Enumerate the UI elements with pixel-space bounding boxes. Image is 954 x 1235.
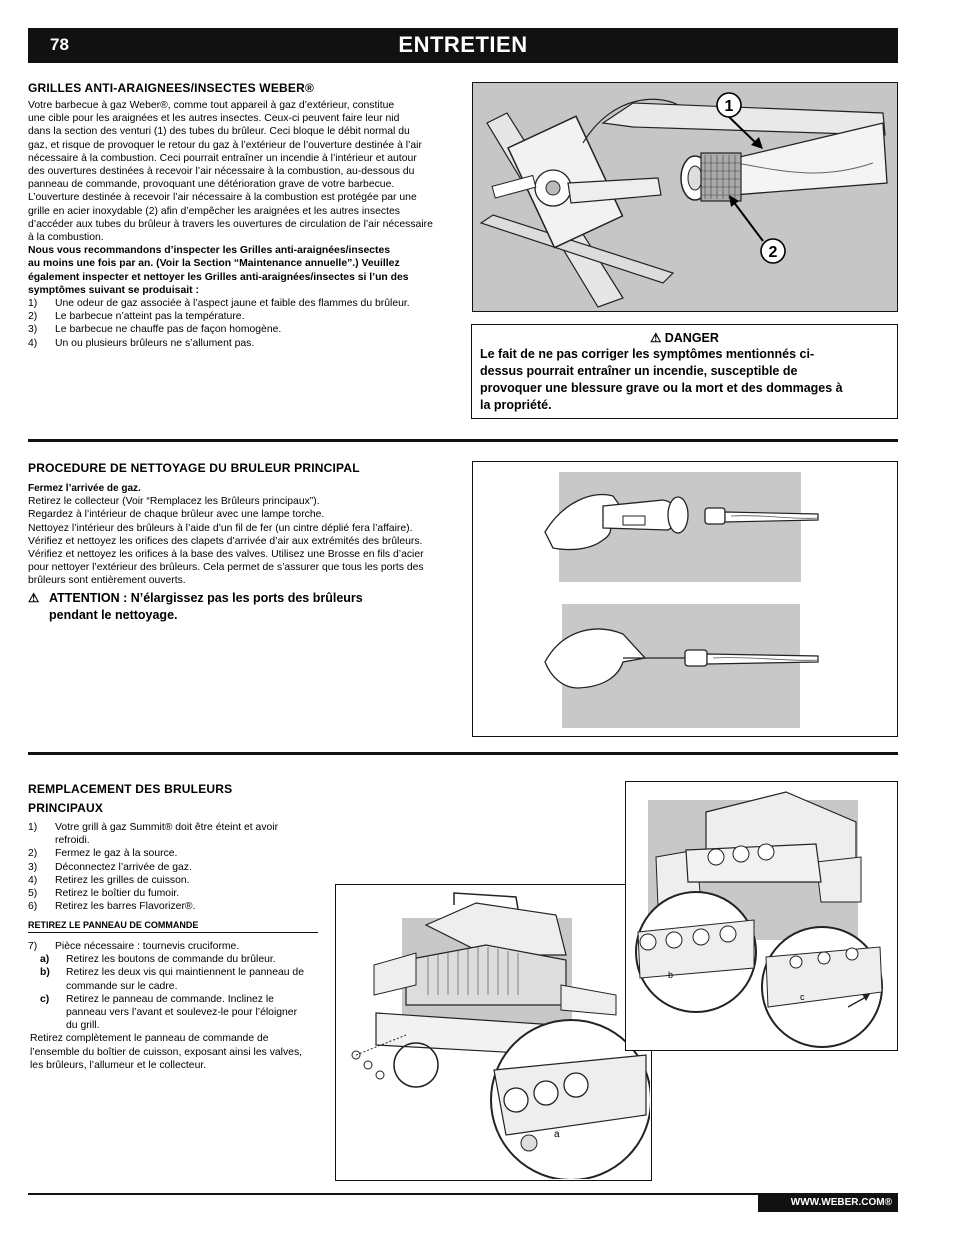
list-item: 1) Votre grill à gaz Summit® doit être éteint et avoir xyxy=(28,822,279,833)
page-title: ENTRETIEN xyxy=(398,32,528,57)
spider-screens-paragraph xyxy=(28,99,460,297)
recommendation-line: également inspecter et nettoyer les Grilles anti-araignées/insectes si l’un des xyxy=(28,271,409,283)
danger-line: provoquer une blessure grave ou la mort et des dommages à xyxy=(480,381,843,395)
danger-text xyxy=(480,346,889,414)
page-number: 78 xyxy=(50,35,69,54)
cleaning-lead: Fermez l’arrivée de gaz. xyxy=(28,483,141,494)
section-burner-replacement-title xyxy=(28,780,232,818)
burner-cleaning-text xyxy=(28,482,460,588)
burner-cleaning-figure xyxy=(472,461,898,737)
burner-cleaning-illustration xyxy=(473,462,896,735)
recommendation-line: Nous vous recommandons d’inspecter les Grilles anti-araignées/insectes xyxy=(28,245,391,257)
replacement-steps-list xyxy=(28,821,328,913)
danger-line: dessus pourrait entraîner un incendie, susceptible de xyxy=(480,364,798,378)
list-item: 5) Retirez le boîtier du fumoir. xyxy=(28,888,180,900)
paragraph-line: dans la section des venturi (1) des tubes du brûleur. Ceci bloque le débit normal du xyxy=(28,126,410,138)
section-divider xyxy=(28,439,898,442)
list-item: 4) Retirez les grilles de cuisson. xyxy=(28,874,190,886)
list-item: 3) Le barbecue ne chauffe pas de façon homogène. xyxy=(28,324,282,336)
paragraph-line: panneau de commande, provoquant une détérioration grave de votre barbecue. xyxy=(28,179,395,191)
page-header xyxy=(28,28,898,63)
paragraph-line: grille en acier inoxydable (2) afin d’empêcher les araignées et les autres insectes xyxy=(28,205,400,217)
label-b: b xyxy=(668,970,674,980)
list-item: 2) Fermez le gaz à la source. xyxy=(28,848,178,860)
paragraph-line: des ouvertures destinées à recevoir l’air nécessaire à la combustion, au-dessous du xyxy=(28,166,415,178)
attention-line: pendant le nettoyage. xyxy=(49,608,178,622)
paragraph-line: nécessaire à la combustion. Ceci pourrait entraîner un incendie à l’intérieur et autour xyxy=(28,152,417,164)
cleaning-line: brûleurs sont entièrement ouverts. xyxy=(28,575,186,587)
list-item: 4) Un ou plusieurs brûleurs ne s’allument pas. xyxy=(28,337,255,349)
cleaning-line: Vérifiez et nettoyez les orifices à la base des valves. Utilisez une Brosse en fils d’acier xyxy=(28,549,424,561)
title-line: REMPLACEMENT DES BRULEURS xyxy=(28,782,233,796)
list-item: 2) Le barbecue n’atteint pas la température. xyxy=(28,311,245,323)
cleaning-line: Nettoyez l’intérieur des brûleurs à l’aide d’un fil de fer (un cintre déplié fera l’affaire). xyxy=(28,522,413,534)
cleaning-line: Retirez le collecteur (Voir “Remplacez les Brûleurs principaux”). xyxy=(28,496,320,508)
footer-url[interactable]: WWW.WEBER.COM® xyxy=(758,1194,898,1212)
attention-note xyxy=(28,590,428,624)
callout-1: 1 xyxy=(724,98,734,115)
list-item: 6) Retirez les barres Flavorizer®. xyxy=(28,901,196,913)
symptoms-list xyxy=(28,297,460,350)
label-a: a xyxy=(554,1129,560,1140)
section-spider-screens-title: GRILLES ANTI-ARAIGNEES/INSECTES WEBER® xyxy=(28,81,315,95)
control-panel-removal-figure xyxy=(625,781,898,1051)
control-knobs-figure xyxy=(335,884,652,1181)
control-panel-removal-illustration xyxy=(626,782,896,1049)
danger-heading: ⚠ DANGER xyxy=(650,331,719,345)
label-c: c xyxy=(800,992,805,1002)
callout-2: 2 xyxy=(768,244,778,261)
spider-screen-figure xyxy=(472,82,898,312)
substep: c) Retirez le panneau de commande. Inclinez le panneau vers l’avant et soulevez-le pour l’éloigner du grill. xyxy=(40,993,298,1032)
warning-icon: ⚠ xyxy=(28,591,40,605)
attention-line: ATTENTION : N’élargissez pas les ports des brûleurs xyxy=(49,591,363,605)
list-item: 1) Une odeur de gaz associée à l’aspect jaune et faible des flammes du brûleur. xyxy=(28,298,410,309)
control-panel-subheading: RETIREZ LE PANNEAU DE COMMANDE xyxy=(28,920,318,933)
paragraph-line: à la combustion. xyxy=(28,232,104,244)
danger-line: la propriété. xyxy=(480,398,552,412)
paragraph-line: gaz, et risque de provoquer le retour du gaz à l’extérieur de l’ouverture destinée à l’air xyxy=(28,139,422,151)
cleaning-line: Vérifiez et nettoyez les orifices des clapets d’arrivée d’air aux extrémités des brûleurs. xyxy=(28,535,423,547)
grill-knob-removal-illustration xyxy=(336,885,650,1179)
cleaning-line: Regardez à l’intérieur de chaque brûleur avec une lampe torche. xyxy=(28,509,325,521)
paragraph-line: L’ouverture destinée à recevoir l’air nécessaire à la combustion est protégée par une xyxy=(28,192,417,204)
substep: b) Retirez les deux vis qui maintiennent le panneau de commande sur le cadre. xyxy=(40,967,304,992)
section-divider xyxy=(28,752,898,755)
substep: a) Retirez les boutons de commande du brûleur. xyxy=(40,954,276,966)
danger-line: Le fait de ne pas corriger les symptômes mentionnés ci- xyxy=(480,347,815,361)
section-burner-cleaning-title: PROCEDURE DE NETTOYAGE DU BRULEUR PRINCIPAL xyxy=(28,461,360,475)
closing-text: Retirez complètement le panneau de commande de l’ensemble du boîtier de cuisson, exposant ainsi les valves, les brûleurs, l’allumeur et le collecteur. xyxy=(30,1033,303,1071)
paragraph-line: une cible pour les araignées et les autres insectes. Ceux-ci peuvent faire leur nid xyxy=(28,113,400,125)
list-item: 3) Déconnectez l’arrivée de gaz. xyxy=(28,861,192,873)
spider-screen-illustration xyxy=(473,83,896,310)
list-item: 7) Pièce nécessaire : tournevis cruciforme. xyxy=(28,941,240,952)
cleaning-line: pour nettoyer l’extérieur des brûleurs. Cela permet de s’assurer que tous les ports des xyxy=(28,562,424,574)
danger-box xyxy=(471,324,898,419)
paragraph-line: Votre barbecue à gaz Weber®, comme tout appareil à gaz d’extérieur, constitue xyxy=(28,100,395,111)
control-panel-steps xyxy=(28,940,328,1072)
list-item: refroidi. xyxy=(55,835,90,847)
recommendation-line: symptômes suivant se produisait : xyxy=(28,284,199,296)
recommendation-line: au moins une fois par an. (Voir la Section “Maintenance annuelle”.) Veuillez xyxy=(28,258,400,270)
paragraph-line: d’accéder aux tubes du brûleur à travers les ouvertures de circulation de l’air nécessaire xyxy=(28,218,433,230)
title-line: PRINCIPAUX xyxy=(28,801,104,815)
